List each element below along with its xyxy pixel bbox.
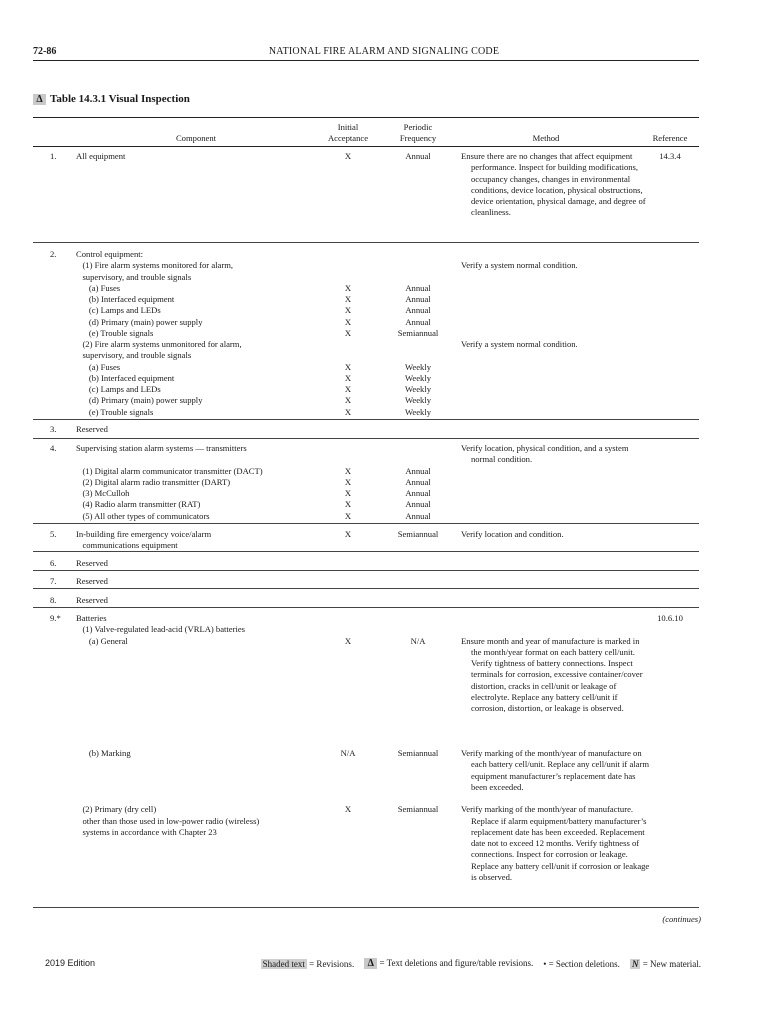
- periodic-frequency-cell: Annual: [405, 488, 431, 498]
- initial-acceptance-cell: X: [344, 361, 352, 372]
- row-number: 4.: [50, 443, 57, 453]
- periodic-frequency-cell: Annual: [405, 499, 431, 510]
- method-cell: Verify marking of the month/year of manufacture. Replace if alarm equipment/battery manufacturer’s replacement date has been exceeded. Replacement date not to exceed 12 months. Verify tightness of connections. Inspect for corrosion or leakage. Replace any battery cell/unit if corrosion or leakage is observed.: [461, 804, 650, 882]
- periodic-frequency-cell: Annual: [405, 316, 431, 327]
- component-cell: Supervising station alarm systems — transmitters: [76, 443, 247, 453]
- row-divider: [33, 523, 699, 524]
- component-cell: (a) Fuses: [76, 361, 121, 372]
- component-cell: All equipment: [76, 151, 126, 161]
- component-cell: (d) Primary (main) power supply: [76, 395, 203, 406]
- initial-acceptance-cell: X: [344, 151, 352, 161]
- running-title: NATIONAL FIRE ALARM AND SIGNALING CODE: [268, 46, 500, 57]
- method-cell: Ensure month and year of manufacture is marked in the month/year format on each battery cell/unit. Verify tightness of battery connections. Inspect terminals for corrosion, excessive container/cover distortion, cracks in cell/unit or leakage of electrolyte. Replace any battery cell/unit if corrosion, distortion, or leakage is observed.: [461, 635, 643, 713]
- component-cell: Reserved: [76, 595, 108, 605]
- continues-note: (continues): [662, 914, 701, 924]
- initial-acceptance-cell: X: [344, 384, 352, 394]
- edition-label: 2019 Edition: [45, 958, 96, 968]
- row-number: 7.: [50, 576, 57, 586]
- row-divider: [33, 551, 699, 552]
- reference-cell: 14.3.4: [659, 151, 681, 161]
- header-rule: [33, 60, 699, 61]
- periodic-frequency-cell: Annual: [405, 151, 431, 161]
- periodic-frequency-cell: Semiannual: [397, 327, 439, 338]
- col-header-reference: Reference: [652, 133, 688, 143]
- legend-new-desc: = New material.: [640, 958, 701, 969]
- component-cell: systems in accordance with Chapter 23: [76, 826, 217, 837]
- footer-legend: [261, 958, 701, 969]
- component-cell: (1) Fire alarm systems monitored for alarm,: [76, 260, 234, 271]
- component-cell: supervisory, and trouble signals: [76, 271, 192, 282]
- initial-acceptance-cell: X: [344, 395, 352, 406]
- initial-acceptance-cell: X: [344, 488, 352, 498]
- table-title: [33, 93, 190, 105]
- initial-acceptance-cell: X: [344, 406, 352, 417]
- component-cell: (e) Trouble signals: [76, 406, 154, 417]
- row-number: 2.: [50, 249, 57, 259]
- col-header-initial-acceptance: [320, 122, 376, 144]
- component-cell: (c) Lamps and LEDs: [76, 305, 161, 316]
- delta-legend-icon: Δ: [364, 958, 377, 969]
- periodic-frequency-cell: Semiannual: [397, 748, 439, 758]
- initial-acceptance-cell: X: [344, 294, 352, 304]
- row-divider: [33, 242, 699, 243]
- component-cell: (a) Fuses: [76, 282, 121, 293]
- method-cell: Verify marking of the month/year of manufacture on each battery cell/unit. Replace any cell/unit if alarm equipment manufacturer’s replacement date has been exceeded.: [461, 748, 650, 792]
- row-number: 6.: [50, 558, 57, 568]
- component-cell: (5) All other types of communicators: [76, 510, 210, 521]
- table-title-text: Table 14.3.1 Visual Inspection: [50, 93, 190, 105]
- col-header-periodic-frequency-l1: Periodic: [403, 122, 433, 132]
- component-cell: (d) Primary (main) power supply: [76, 316, 203, 327]
- row-divider: [33, 438, 699, 439]
- row-divider: [33, 607, 699, 608]
- initial-acceptance-cell: X: [344, 327, 352, 338]
- legend-shaded-desc: = Revisions.: [306, 958, 355, 969]
- component-cell: (2) Fire alarm systems unmonitored for alarm,: [76, 339, 242, 349]
- method-cell: Verify a system normal condition.: [461, 260, 578, 271]
- row-number: 8.: [50, 595, 57, 605]
- header-bottom-rule: [33, 146, 699, 147]
- initial-acceptance-cell: X: [344, 510, 352, 521]
- legend-bullet-desc: = Section deletions.: [546, 958, 620, 969]
- legend-shaded: [261, 959, 355, 969]
- row-number: 5.: [50, 529, 57, 539]
- delta-revision-icon: Δ: [33, 94, 46, 105]
- periodic-frequency-cell: Annual: [405, 476, 431, 487]
- periodic-frequency-cell: Annual: [405, 510, 431, 521]
- col-header-periodic-frequency: [384, 122, 452, 144]
- periodic-frequency-cell: N/A: [410, 635, 426, 646]
- method-cell: Ensure there are no changes that affect equipment performance. Inspect for building modifications, occupancy changes, changes in environmental conditions, device location, physical obstructions, device orientation, physical damage, and degree of cleanliness.: [461, 151, 646, 218]
- component-cell: (1) Digital alarm communicator transmitter (DACT): [76, 465, 263, 476]
- periodic-frequency-cell: Annual: [405, 294, 431, 304]
- initial-acceptance-cell: X: [344, 529, 352, 539]
- legend-delta-desc: = Text deletions and figure/table revisions.: [377, 958, 534, 968]
- legend-shaded-sample: Shaded text: [262, 958, 305, 969]
- legend-new: [630, 959, 701, 969]
- initial-acceptance-cell: X: [344, 804, 352, 815]
- initial-acceptance-cell: X: [344, 305, 352, 316]
- component-cell: Reserved: [76, 558, 108, 568]
- component-cell: (a) General: [76, 635, 128, 646]
- component-cell: Reserved: [76, 576, 108, 586]
- periodic-frequency-cell: Weekly: [404, 361, 432, 372]
- initial-acceptance-cell: X: [344, 316, 352, 327]
- row-divider: [33, 570, 699, 571]
- component-cell: supervisory, and trouble signals: [76, 350, 192, 361]
- table-top-rule: [33, 117, 699, 118]
- periodic-frequency-cell: Annual: [405, 282, 431, 293]
- legend-delta: [364, 958, 533, 969]
- col-header-component: Component: [175, 133, 217, 143]
- row-divider: [33, 419, 699, 420]
- component-cell: (2) Primary (dry cell): [76, 804, 157, 815]
- periodic-frequency-cell: Weekly: [404, 372, 432, 383]
- periodic-frequency-cell: Annual: [405, 465, 431, 476]
- component-cell: (c) Lamps and LEDs: [76, 384, 161, 394]
- legend-bullet: [543, 959, 620, 969]
- component-cell: (b) Interfaced equipment: [76, 294, 175, 304]
- periodic-frequency-cell: Weekly: [404, 406, 432, 417]
- component-cell: (e) Trouble signals: [76, 327, 154, 338]
- component-cell: (b) Marking: [76, 748, 131, 758]
- periodic-frequency-cell: Weekly: [404, 384, 432, 394]
- initial-acceptance-cell: X: [344, 465, 352, 476]
- component-cell: In-building fire emergency voice/alarm: [76, 529, 212, 539]
- initial-acceptance-cell: X: [344, 635, 352, 646]
- col-header-periodic-frequency-l2: Frequency: [399, 133, 437, 143]
- reference-cell: 10.6.10: [657, 613, 683, 623]
- method-cell: Verify location and condition.: [461, 529, 564, 539]
- initial-acceptance-cell: N/A: [340, 748, 356, 758]
- component-cell: other than those used in low-power radio (wireless): [76, 815, 260, 826]
- component-cell: (3) McCulloh: [76, 488, 130, 498]
- col-header-method: Method: [532, 133, 560, 143]
- periodic-frequency-cell: Semiannual: [397, 529, 439, 539]
- row-divider: [33, 907, 699, 908]
- col-header-initial-acceptance-l2: Acceptance: [327, 133, 369, 143]
- component-cell: (b) Interfaced equipment: [76, 372, 175, 383]
- row-number: 3.: [50, 424, 57, 434]
- component-cell: (2) Digital alarm radio transmitter (DART): [76, 476, 231, 487]
- col-header-initial-acceptance-l1: Initial: [337, 122, 359, 132]
- component-cell: Control equipment:: [76, 249, 144, 259]
- page-number: 72-86: [33, 46, 57, 57]
- component-cell: Reserved: [76, 424, 108, 434]
- component-cell: Batteries: [76, 613, 107, 623]
- row-divider: [33, 588, 699, 589]
- row-number: 1.: [50, 151, 57, 161]
- initial-acceptance-cell: X: [344, 372, 352, 383]
- initial-acceptance-cell: X: [344, 499, 352, 510]
- method-cell: Verify location, physical condition, and a system normal condition.: [461, 443, 629, 465]
- bullet-legend-icon: •: [543, 958, 547, 969]
- periodic-frequency-cell: Annual: [405, 305, 431, 316]
- row-number: 9.*: [50, 613, 61, 623]
- component-cell: (4) Radio alarm transmitter (RAT): [76, 499, 201, 510]
- new-material-legend-icon: N: [631, 958, 639, 969]
- initial-acceptance-cell: X: [344, 282, 352, 293]
- initial-acceptance-cell: X: [344, 476, 352, 487]
- method-cell: Verify a system normal condition.: [461, 339, 578, 349]
- periodic-frequency-cell: Semiannual: [397, 804, 439, 815]
- periodic-frequency-cell: Weekly: [404, 395, 432, 406]
- component-cell: (1) Valve-regulated lead-acid (VRLA) batteries: [76, 624, 246, 635]
- component-cell: communications equipment: [76, 540, 178, 551]
